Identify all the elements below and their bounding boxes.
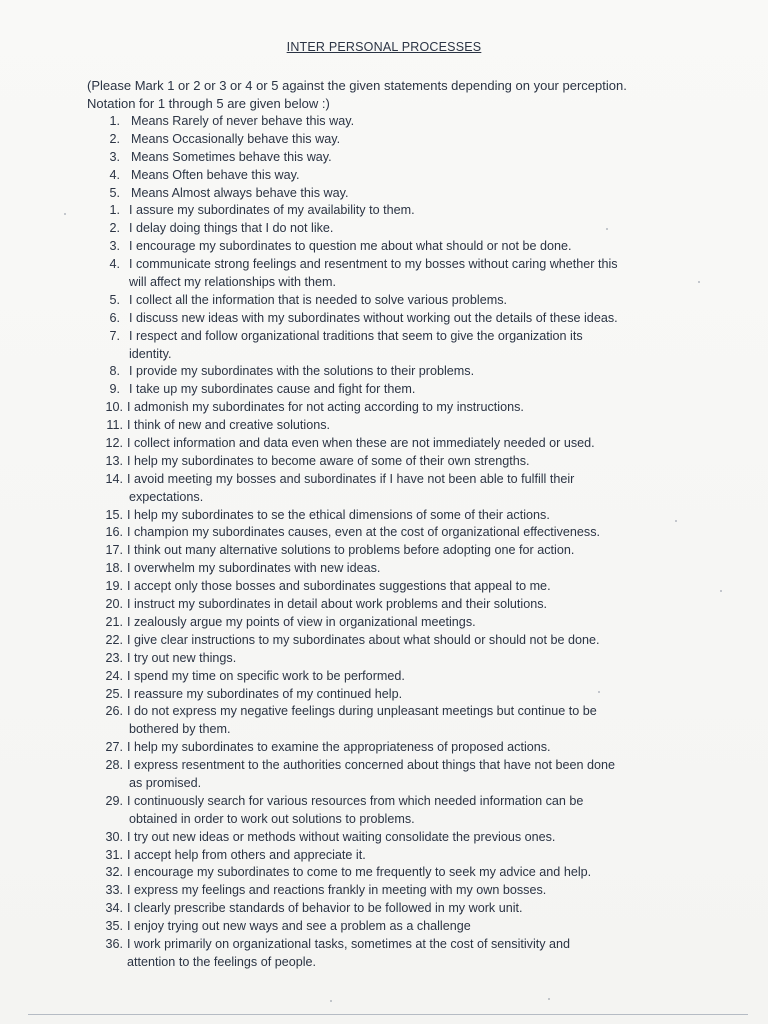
- statement-text: I communicate strong feelings and resentment to my bosses without caring whether this: [129, 257, 618, 272]
- statement-text: I express my feelings and reactions frankly in meeting with my own bosses.: [127, 883, 547, 898]
- statement-number: 24.: [105, 668, 123, 683]
- statement-text: I spend my time on specific work to be performed.: [127, 668, 405, 683]
- scan-speck: [606, 228, 608, 230]
- statement-number: 32.: [105, 865, 123, 880]
- statement-text: I give clear instructions to my subordinates about what should or should not be done.: [127, 632, 600, 647]
- statement-text: I express resentment to the authorities concerned about things that have not been done: [127, 758, 615, 773]
- statement-number: 35.: [105, 919, 123, 934]
- legend-item: [0, 167, 768, 185]
- legend-text: Means Sometimes behave this way.: [131, 149, 332, 164]
- statement-text: I provide my subordinates with the solutions to their problems.: [129, 364, 475, 379]
- statement-item: [0, 381, 768, 399]
- statement-text: I assure my subordinates of my availability to them.: [129, 203, 415, 218]
- statement-text: I avoid meeting my bosses and subordinates if I have not been able to fulfill their: [127, 471, 575, 486]
- statement-item: [0, 560, 768, 578]
- statement-number: 18.: [105, 561, 123, 576]
- statement-continuation: [0, 954, 768, 972]
- statement-number: 22.: [105, 632, 123, 647]
- statement-text: I enjoy trying out new ways and see a problem as a challenge: [127, 919, 471, 934]
- statement-number: 34.: [105, 901, 123, 916]
- statement-item: [0, 471, 768, 489]
- scan-speck: [720, 590, 722, 592]
- statement-number: 19.: [105, 579, 123, 594]
- statement-item: [0, 507, 768, 525]
- statement-item: [0, 256, 768, 274]
- statement-number: 14.: [105, 471, 123, 486]
- statement-text: I discuss new ideas with my subordinates without working out the details of these ideas.: [129, 310, 618, 325]
- statement-text: I work primarily on organizational tasks, sometimes at the cost of sensitivity and: [127, 936, 571, 951]
- statement-number: 7.: [109, 328, 120, 343]
- statement-text: I champion my subordinates causes, even at the cost of organizational effectiveness.: [127, 525, 601, 540]
- statement-number: 8.: [109, 364, 120, 379]
- statement-item: [0, 417, 768, 435]
- statement-number: 25.: [105, 686, 123, 701]
- statement-number: 1.: [109, 203, 120, 218]
- statement-number: 29.: [105, 793, 123, 808]
- legend-number: 2.: [109, 131, 120, 146]
- statement-item: [0, 238, 768, 256]
- scan-speck: [598, 691, 600, 693]
- legend-text: Means Rarely of never behave this way.: [131, 114, 355, 128]
- statement-item: [0, 292, 768, 310]
- statement-item: [0, 542, 768, 560]
- statement-continuation: [0, 489, 768, 507]
- scan-speck: [548, 998, 550, 1000]
- statement-item: [0, 829, 768, 847]
- page-edge-line: [28, 1014, 748, 1015]
- statement-item: [0, 918, 768, 936]
- legend-item: [0, 149, 768, 167]
- statement-text: I help my subordinates to examine the appropriateness of proposed actions.: [127, 740, 551, 755]
- statement-item: [0, 632, 768, 650]
- legend-text: Means Occasionally behave this way.: [131, 131, 341, 146]
- statement-continuation: [0, 346, 768, 364]
- statement-text: I delay doing things that I do not like.: [129, 221, 334, 236]
- scan-speck: [675, 520, 677, 522]
- statement-text: attention to the feelings of people.: [127, 954, 317, 969]
- legend-item: [0, 185, 768, 203]
- legend-number: 1.: [109, 114, 120, 128]
- statement-item: [0, 435, 768, 453]
- statement-item: [0, 793, 768, 811]
- statement-number: 16.: [105, 525, 123, 540]
- statement-number: 27.: [105, 740, 123, 755]
- statement-text: I reassure my subordinates of my continued help.: [127, 686, 403, 701]
- statement-text: I continuously search for various resources from which needed information can be: [127, 793, 584, 808]
- legend-number: 4.: [109, 167, 120, 182]
- statement-number: 36.: [105, 936, 123, 951]
- statement-number: 17.: [105, 543, 123, 558]
- statement-continuation: [0, 775, 768, 793]
- statement-item: [0, 363, 768, 381]
- instructions-line: Notation for 1 through 5 are given below :): [87, 96, 330, 111]
- statement-number: 6.: [109, 310, 120, 325]
- statement-item: [0, 453, 768, 471]
- statement-text: I accept help from others and appreciate it.: [127, 847, 366, 862]
- statement-text: I encourage my subordinates to question me about what should or not be done.: [129, 239, 572, 254]
- statement-item: [0, 596, 768, 614]
- statement-continuation: [0, 811, 768, 829]
- scan-speck: [64, 213, 66, 215]
- questionnaire-list: [0, 113, 768, 972]
- statement-text: expectations.: [129, 489, 204, 504]
- statement-text: will affect my relationships with them.: [129, 275, 336, 290]
- statement-number: 9.: [109, 382, 120, 397]
- statement-number: 31.: [105, 847, 123, 862]
- statement-item: [0, 220, 768, 238]
- statement-text: identity.: [129, 346, 172, 361]
- statement-number: 2.: [109, 221, 120, 236]
- statement-item: [0, 399, 768, 417]
- statement-text: I instruct my subordinates in detail about work problems and their solutions.: [127, 597, 548, 612]
- statement-item: [0, 668, 768, 686]
- statement-number: 12.: [105, 436, 123, 451]
- statement-number: 4.: [109, 257, 120, 272]
- scan-speck: [698, 281, 700, 283]
- legend-text: Means Often behave this way.: [131, 167, 300, 182]
- statement-number: 28.: [105, 758, 123, 773]
- statement-continuation: [0, 274, 768, 292]
- statement-number: 13.: [105, 453, 123, 468]
- statement-number: 33.: [105, 883, 123, 898]
- statement-continuation: [0, 721, 768, 739]
- statement-text: I collect all the information that is needed to solve various problems.: [129, 292, 508, 307]
- statement-item: [0, 703, 768, 721]
- legend-number: 5.: [109, 185, 120, 200]
- statement-text: I encourage my subordinates to come to me frequently to seek my advice and help.: [127, 865, 592, 880]
- legend-text: Means Almost always behave this way.: [131, 185, 349, 200]
- statement-number: 3.: [109, 239, 120, 254]
- statement-text: I try out new ideas or methods without waiting consolidate the previous ones.: [127, 829, 556, 844]
- statement-number: 15.: [105, 507, 123, 522]
- statement-number: 21.: [105, 614, 123, 629]
- statement-item: [0, 864, 768, 882]
- statement-number: 11.: [106, 418, 123, 433]
- instructions-line: (Please Mark 1 or 2 or 3 or 4 or 5 against the given statements depending on your perception.: [87, 78, 627, 93]
- scan-speck: [330, 1000, 332, 1002]
- statement-text: I zealously argue my points of view in organizational meetings.: [127, 614, 476, 629]
- statement-item: [0, 310, 768, 328]
- statement-text: I help my subordinates to se the ethical dimensions of some of their actions.: [127, 507, 550, 522]
- legend-item: [0, 113, 768, 131]
- statement-item: [0, 739, 768, 757]
- legend-item: [0, 131, 768, 149]
- statement-text: I do not express my negative feelings during unpleasant meetings but continue to be: [127, 704, 597, 719]
- statement-text: bothered by them.: [129, 722, 231, 737]
- statement-number: 10.: [105, 400, 123, 415]
- statement-item: [0, 900, 768, 918]
- statement-text: I collect information and data even when these are not immediately needed or used.: [127, 436, 595, 451]
- statement-text: I overwhelm my subordinates with new ideas.: [127, 561, 381, 576]
- statement-text: obtained in order to work out solutions to problems.: [129, 811, 415, 826]
- statement-item: [0, 936, 768, 954]
- statement-number: 23.: [105, 650, 123, 665]
- statement-item: [0, 650, 768, 668]
- statement-text: I try out new things.: [127, 650, 237, 665]
- page-title: INTER PERSONAL PROCESSES: [286, 40, 482, 54]
- statement-text: I think out many alternative solutions to problems before adopting one for action.: [127, 543, 575, 558]
- statement-text: I clearly prescribe standards of behavior to be followed in my work unit.: [127, 901, 523, 916]
- statement-item: [0, 686, 768, 704]
- statement-number: 26.: [105, 704, 123, 719]
- statement-item: [0, 882, 768, 900]
- statement-item: [0, 578, 768, 596]
- statement-text: I respect and follow organizational traditions that seem to give the organization its: [129, 328, 583, 343]
- statement-text: I take up my subordinates cause and fight for them.: [129, 382, 416, 397]
- instructions: [87, 77, 727, 113]
- statement-item: [0, 614, 768, 632]
- statement-number: 30.: [105, 829, 123, 844]
- statement-number: 5.: [109, 292, 120, 307]
- statement-text: I accept only those bosses and subordinates suggestions that appeal to me.: [127, 579, 551, 594]
- statement-item: [0, 524, 768, 542]
- statement-text: I help my subordinates to become aware of some of their own strengths.: [127, 453, 530, 468]
- legend-number: 3.: [109, 149, 120, 164]
- statement-item: [0, 757, 768, 775]
- statement-item: [0, 847, 768, 865]
- statement-number: 20.: [105, 597, 123, 612]
- statement-text: I think of new and creative solutions.: [127, 418, 331, 433]
- statement-text: as promised.: [129, 775, 202, 790]
- statement-item: [0, 328, 768, 346]
- statement-item: [0, 202, 768, 220]
- statement-text: I admonish my subordinates for not acting according to my instructions.: [127, 400, 524, 415]
